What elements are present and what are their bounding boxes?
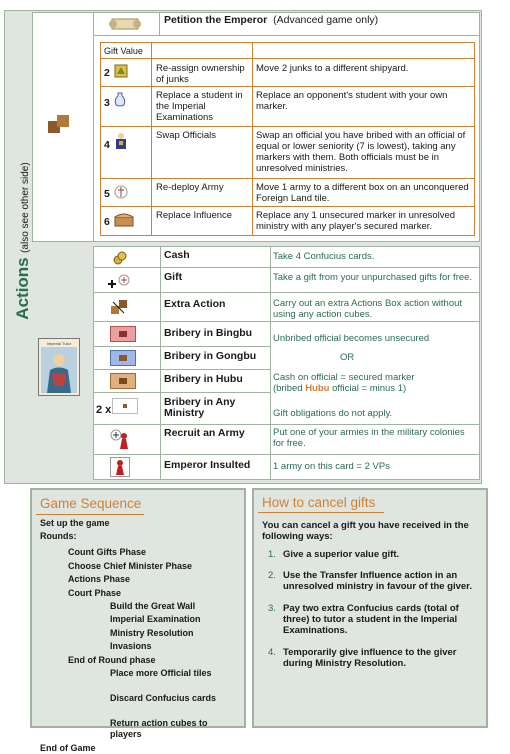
gift-icon (106, 272, 132, 295)
hubu-card-icon (110, 373, 136, 394)
sequence-item: Discard Confucius cards (110, 693, 217, 703)
action-name: Cash (164, 249, 190, 261)
petition-action-desc: Swap an official you have bribed with an official of equal or lower seniority (7 is lowest), taking any markers with them. Both officials must be in unresolved ministries. (256, 130, 466, 174)
sequence-item: Invasions (110, 641, 152, 652)
petition-action-name: Re-assign ownership of junks (156, 63, 245, 85)
cancel-gifts-title: How to cancel gifts (262, 495, 376, 510)
sequence-item: Court Phase (68, 587, 122, 598)
action-desc: Put one of your armies in the military colonies for free. (273, 427, 465, 449)
action-name: Bribery in Gongbu (164, 350, 257, 362)
game-sequence-title: Game Sequence (40, 496, 142, 511)
petition-title-line (164, 15, 378, 26)
sequence-item: Return action cubes to players (110, 718, 208, 739)
official-icon (114, 132, 128, 155)
petition-action-desc: Move 1 army to a different box on an unconquered Foreign Land tile. (256, 182, 469, 204)
action-name: Recruit an Army (164, 427, 245, 439)
action-desc: Take 4 Confucius cards. (273, 251, 375, 262)
bribery-note-or: OR (340, 352, 355, 363)
sequence-item: End of Game (40, 743, 96, 753)
action-name: Gift (164, 271, 183, 283)
petition-action-desc: Move 2 junks to a different shipyard. (256, 63, 409, 74)
sequence-item: Choose Chief Minister Phase (68, 560, 193, 571)
scroll-icon (108, 15, 142, 38)
bingbu-card-icon (110, 326, 136, 347)
sequence-item: Count Gifts Phase (68, 547, 147, 558)
cancel-item-number: 3. (268, 603, 276, 614)
side-label-note: (also see other side) (20, 162, 31, 253)
action-desc: Carry out an extra Actions Box action without using any action cubes. (273, 298, 463, 320)
gift-value: 5 (104, 188, 110, 200)
petition-action-desc: Replace an opponent's student with your own marker. (256, 90, 448, 112)
game-sequence-underline (36, 514, 144, 515)
treasure-icon (114, 211, 134, 232)
vase-icon (113, 92, 127, 113)
sequence-item: Set up the game (40, 518, 110, 528)
sequence-item: Imperial Examination (110, 614, 201, 625)
action-name: Emperor Insulted (164, 459, 251, 471)
junk-icon (114, 64, 128, 83)
army-icon (113, 184, 129, 205)
cancel-item-text: Pay two extra Confucius cards (total of three) to tutor a student in the Imperial Examinations. (283, 603, 459, 636)
petition-action-desc: Replace any 1 unsecured marker in unresolved ministry with any player's secured marker. (256, 210, 456, 232)
cancel-item-text: Give a superior value gift. (283, 549, 400, 560)
coins-icon (112, 250, 128, 271)
emperor-insulted-icon (110, 457, 130, 482)
petition-title: Petition the Emperor (164, 14, 268, 26)
action-desc: 1 army on this card = 2 VPs (273, 461, 390, 472)
cancel-gifts-underline (258, 512, 384, 513)
bribery-note-line3: (bribed Hubu official = minus 1) (273, 383, 407, 394)
action-name: Extra Action (164, 298, 226, 310)
recruit-army-icon (108, 427, 134, 456)
petition-action-name: Swap Officials (156, 130, 217, 141)
imperial-tutor-card (38, 338, 80, 401)
petition-action-name: Re-deploy Army (156, 182, 224, 193)
cancel-item-number: 4. (268, 647, 276, 658)
any-ministry-prefix: 2 x (96, 404, 112, 416)
action-name: Bribery in Hubu (164, 373, 243, 385)
sequence-item: Rounds: (40, 531, 77, 542)
action-desc: Take a gift from your unpurchased gifts for free. (273, 272, 473, 283)
sequence-item: Place more Official tiles (110, 668, 212, 678)
sequence-item: Ministry Resolution (110, 627, 194, 638)
action-name: Bribery in Any Ministry (164, 396, 236, 419)
any-ministry-icon (112, 398, 138, 419)
junk-cubes-icon (46, 113, 72, 142)
cancel-item-text: Temporarily give influence to the giver during Ministry Resolution. (283, 647, 457, 669)
sequence-item: Build the Great Wall (110, 601, 196, 611)
side-label-main: Actions (13, 257, 32, 320)
sequence-item: End of Round phase (68, 654, 156, 665)
cancel-item-number: 1. (268, 549, 276, 560)
cancel-item-number: 2. (268, 570, 276, 581)
bribery-note-line2: Cash on official = secured marker (273, 372, 415, 383)
cancel-gifts-intro: You can cancel a gift you have received in the following ways: (262, 520, 469, 542)
extra-action-icon (110, 298, 128, 321)
cancel-item-text: Use the Transfer Influence action in an unresolved ministry in favour of the giver. (283, 570, 472, 592)
card-caption: Imperial Tutor (46, 341, 72, 346)
petition-action-name: Replace a student in the Imperial Examinations (156, 90, 243, 123)
action-name: Bribery in Bingbu (164, 327, 253, 339)
gift-value: 4 (104, 139, 110, 151)
gift-value-header: Gift Value (104, 46, 143, 56)
bribery-note-line4: Gift obligations do not apply. (273, 408, 393, 419)
sequence-item: Actions Phase (68, 574, 131, 585)
hubu-highlight: Hubu (305, 383, 330, 394)
petition-action-name: Replace Influence (156, 210, 233, 221)
bribery-note-line1: Unbribed official becomes unsecured (273, 333, 430, 344)
gift-value: 6 (104, 216, 110, 228)
petition-subtitle: (Advanced game only) (273, 14, 379, 26)
gift-value: 2 (104, 67, 110, 79)
gongbu-card-icon (110, 350, 136, 371)
gift-value: 3 (104, 97, 110, 109)
